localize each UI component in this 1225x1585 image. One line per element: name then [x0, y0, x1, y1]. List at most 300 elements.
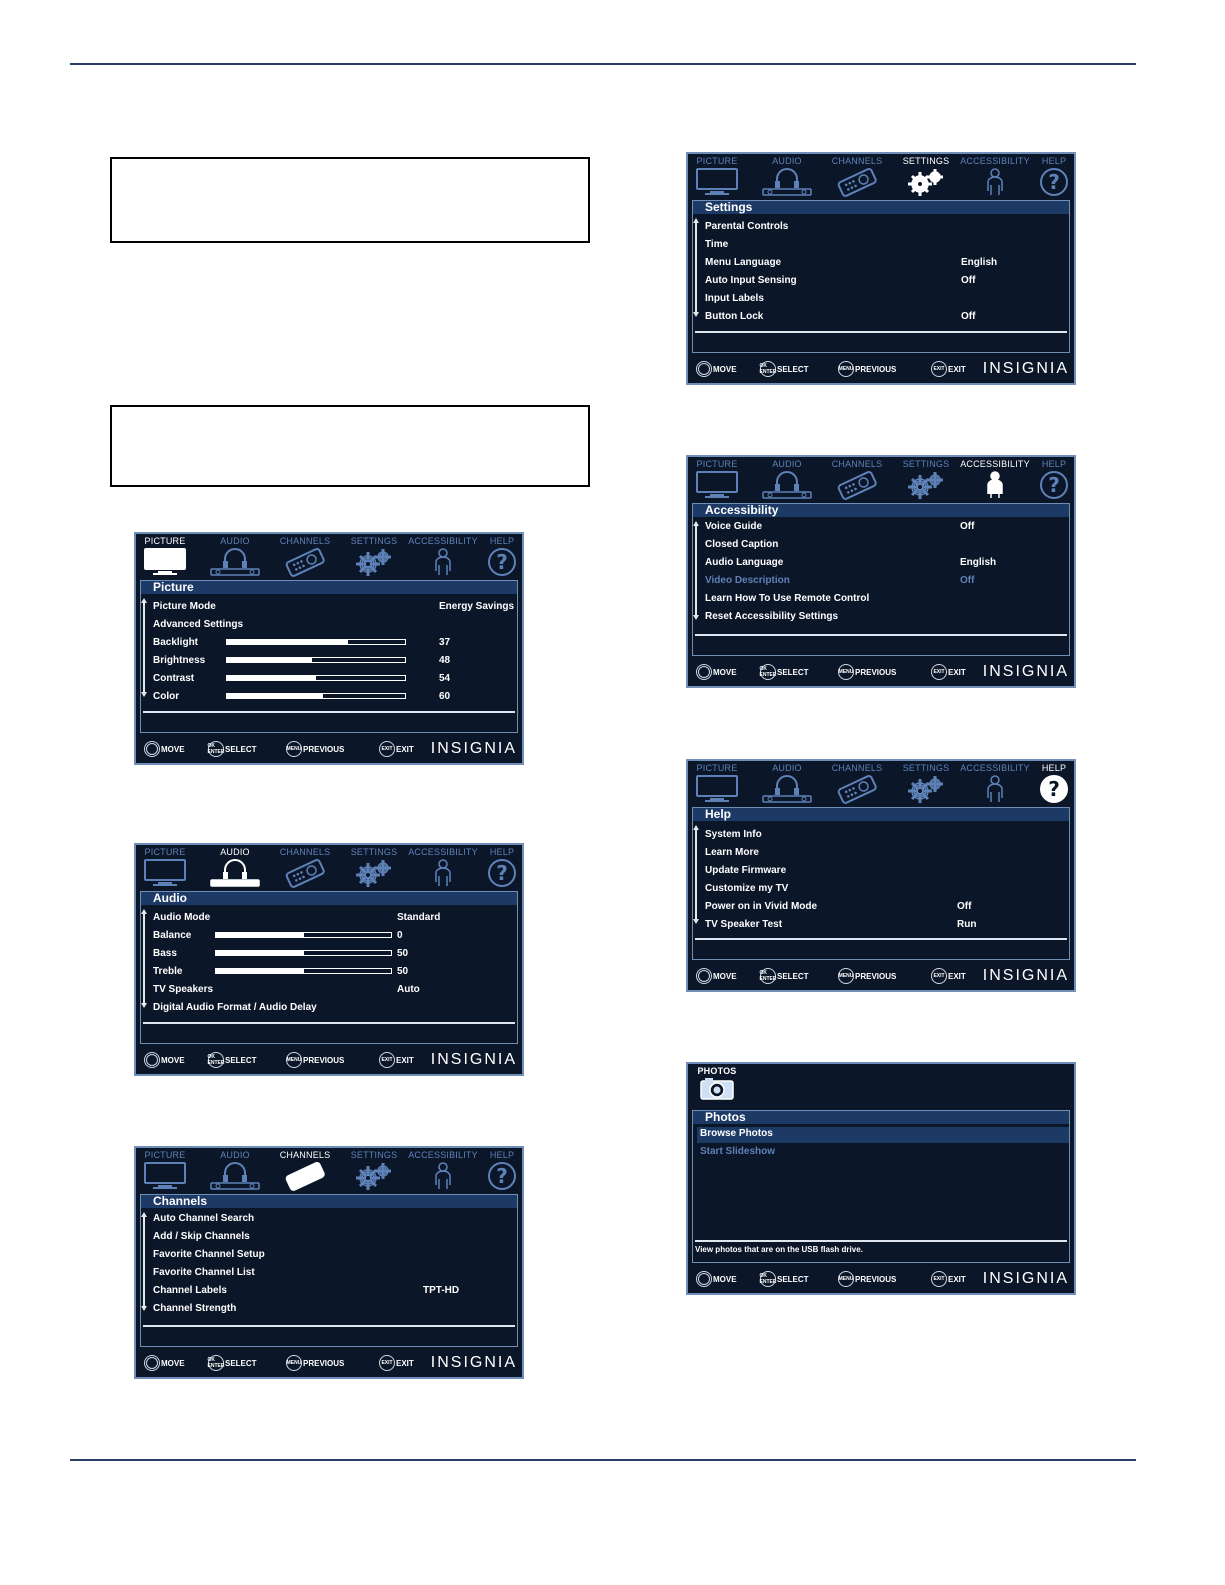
- menu-item-value: Standard: [397, 912, 441, 923]
- tab-label: PICTURE: [144, 1150, 186, 1160]
- menu-tabs: [136, 1148, 522, 1193]
- menu-item-label: Channel Strength: [153, 1303, 237, 1314]
- tab-channels[interactable]: [270, 536, 340, 582]
- menu-item[interactable]: [153, 1247, 511, 1263]
- menu-panel: [140, 1194, 518, 1347]
- tab-help[interactable]: [467, 536, 524, 582]
- menu-item[interactable]: [705, 273, 1063, 289]
- tab-picture[interactable]: [134, 1150, 200, 1196]
- tab-label: PHOTOS: [697, 1066, 737, 1076]
- hint-label: MOVE: [713, 364, 737, 374]
- tab-photos[interactable]: [686, 1066, 752, 1106]
- hint-label: SELECT: [777, 1274, 809, 1284]
- menu-item-label: Digital Audio Format / Audio Delay: [153, 1002, 317, 1013]
- tab-channels[interactable]: [822, 459, 892, 505]
- tab-label: SETTINGS: [902, 156, 950, 166]
- tab-picture[interactable]: [134, 847, 200, 893]
- previous-hint: [838, 1271, 896, 1287]
- hint-label: EXIT: [948, 1274, 966, 1284]
- remote-key-icon: EXIT: [931, 664, 947, 680]
- tab-label: CHANNELS: [831, 763, 883, 773]
- level-bar-fill: [227, 640, 348, 644]
- remote-key-icon: [696, 664, 712, 680]
- menu-item-value: 0: [397, 930, 403, 941]
- tab-label: AUDIO: [772, 156, 802, 166]
- level-bar[interactable]: [215, 932, 392, 938]
- move-hint: [144, 1355, 185, 1371]
- menu-item-value: English: [960, 557, 997, 568]
- panel-title: Audio: [141, 892, 517, 905]
- tv-icon: [686, 470, 752, 505]
- panel-title: Help: [693, 808, 1069, 821]
- menu-item-value: Off: [957, 901, 972, 912]
- divider: [143, 1022, 515, 1024]
- remote-key-icon: OK ENTER: [759, 666, 777, 678]
- menu-tabs: [688, 457, 1074, 502]
- tab-picture[interactable]: [134, 536, 200, 582]
- panel-title: Photos: [693, 1111, 1069, 1124]
- tab-label: ACCESSIBILITY: [960, 763, 1030, 773]
- tv-icon: [686, 167, 752, 202]
- menu-item[interactable]: [705, 237, 1063, 253]
- tab-picture[interactable]: [686, 459, 752, 505]
- gear-icon: [339, 547, 409, 582]
- tab-label: ACCESSIBILITY: [960, 459, 1030, 469]
- menu-tabs: [136, 845, 522, 890]
- svg-text:?: ?: [496, 550, 508, 574]
- menu-item-label: Menu Language: [705, 257, 782, 268]
- hint-label: EXIT: [948, 667, 966, 677]
- tab-label: CHANNELS: [279, 847, 331, 857]
- menu-item[interactable]: [153, 617, 511, 633]
- brand-logo: INSIGNIA: [430, 1051, 517, 1068]
- select-hint: [760, 361, 809, 377]
- panel-title: Accessibility: [693, 504, 1069, 517]
- osd-footer: [688, 962, 1074, 990]
- audio-menu-screen: [134, 843, 524, 1076]
- menu-item[interactable]: [705, 863, 1063, 879]
- menu-item-label: Picture Mode: [153, 601, 216, 612]
- tab-label: CHANNELS: [831, 459, 883, 469]
- tab-picture[interactable]: [686, 156, 752, 202]
- tab-help[interactable]: [467, 1150, 524, 1196]
- gear-icon: [891, 774, 961, 809]
- tab-audio[interactable]: [200, 1150, 270, 1196]
- menu-item-label: Reset Accessibility Settings: [705, 611, 839, 622]
- menu-tabs: [688, 154, 1074, 199]
- tab-label: PICTURE: [144, 536, 186, 546]
- hint-label: EXIT: [396, 1055, 414, 1065]
- menu-item-value: Off: [960, 575, 975, 586]
- tab-label: PICTURE: [144, 847, 186, 857]
- level-bar-fill: [227, 694, 323, 698]
- level-bar[interactable]: [215, 968, 392, 974]
- hint-label: EXIT: [396, 1358, 414, 1368]
- level-bar[interactable]: [226, 693, 406, 699]
- level-bar-fill: [216, 933, 304, 937]
- camera-icon: [686, 1077, 752, 1106]
- hint-label: MOVE: [713, 667, 737, 677]
- menu-panel: [692, 807, 1070, 960]
- remote-key-icon: [696, 1271, 712, 1287]
- panel-title: Settings: [693, 201, 1069, 214]
- menu-tabs: [688, 1064, 1074, 1109]
- exit-hint: [379, 1355, 414, 1371]
- menu-item-label: Brightness: [153, 655, 206, 666]
- tv-icon: [134, 1161, 200, 1196]
- scrollbar[interactable]: [695, 526, 697, 615]
- menu-item[interactable]: [153, 964, 511, 980]
- menu-panel: [692, 503, 1070, 656]
- remote-key-icon: [144, 1355, 160, 1371]
- exit-hint: [931, 361, 966, 377]
- menu-item-value: 54: [439, 673, 451, 684]
- exit-hint: [931, 664, 966, 680]
- menu-item-label: Power on in Vivid Mode: [705, 901, 818, 912]
- headphones-icon: [200, 1161, 270, 1196]
- hint-label: MOVE: [713, 971, 737, 981]
- menu-item[interactable]: [705, 519, 1063, 535]
- previous-hint: [286, 1355, 344, 1371]
- remote-key-icon: MENU: [838, 361, 854, 377]
- tab-channels[interactable]: [822, 763, 892, 809]
- level-bar[interactable]: [226, 675, 406, 681]
- menu-item-value: Off: [960, 521, 975, 532]
- remote-key-icon: OK ENTER: [759, 363, 777, 375]
- menu-item[interactable]: [153, 1301, 511, 1317]
- remote-key-icon: MENU: [286, 741, 302, 757]
- tab-label: SETTINGS: [350, 1150, 398, 1160]
- remote-key-icon: EXIT: [379, 741, 395, 757]
- previous-hint: [838, 664, 896, 680]
- hint-label: SELECT: [225, 744, 257, 754]
- hint-label: EXIT: [948, 971, 966, 981]
- menu-item-label: Learn How To Use Remote Control: [705, 593, 870, 604]
- remote-key-icon: OK ENTER: [759, 1273, 777, 1285]
- menu-item[interactable]: [153, 910, 511, 926]
- help-menu-screen: [686, 759, 1076, 992]
- previous-hint: [286, 741, 344, 757]
- tab-settings[interactable]: [339, 1150, 409, 1196]
- menu-item-value: 60: [439, 691, 451, 702]
- tab-label: PICTURE: [696, 156, 738, 166]
- tab-settings[interactable]: [891, 459, 961, 505]
- remote-key-icon: EXIT: [379, 1355, 395, 1371]
- tab-label: AUDIO: [772, 459, 802, 469]
- remote-key-icon: EXIT: [931, 968, 947, 984]
- tab-label: AUDIO: [220, 1150, 250, 1160]
- menu-item[interactable]: [705, 917, 1063, 933]
- menu-item[interactable]: [697, 1127, 1069, 1143]
- brand-logo: INSIGNIA: [982, 967, 1069, 984]
- menu-item-value: 37: [439, 637, 451, 648]
- tab-picture[interactable]: [686, 763, 752, 809]
- tab-settings[interactable]: [891, 763, 961, 809]
- level-bar[interactable]: [226, 639, 406, 645]
- hint-label: MOVE: [161, 744, 185, 754]
- hint-label: EXIT: [396, 744, 414, 754]
- move-hint: [144, 741, 185, 757]
- menu-item-label: Audio Language: [705, 557, 784, 568]
- scrollbar[interactable]: [695, 223, 697, 312]
- remote-key-icon: OK ENTER: [207, 1357, 225, 1369]
- tab-audio[interactable]: [200, 536, 270, 582]
- menu-item-label: Audio Mode: [153, 912, 211, 923]
- menu-item[interactable]: [705, 255, 1063, 271]
- tab-label: CHANNELS: [279, 1150, 331, 1160]
- accessibility-menu-screen: [686, 455, 1076, 688]
- divider: [695, 331, 1067, 333]
- help-icon: [1019, 774, 1076, 809]
- tab-audio[interactable]: [200, 847, 270, 893]
- tab-settings[interactable]: [339, 536, 409, 582]
- note-box: [110, 157, 590, 243]
- tab-label: HELP: [1041, 763, 1067, 773]
- svg-text:?: ?: [496, 861, 508, 885]
- hint-label: SELECT: [777, 364, 809, 374]
- menu-item[interactable]: [153, 653, 511, 669]
- menu-item-label: Input Labels: [705, 293, 764, 304]
- help-icon: [467, 547, 524, 582]
- menu-item[interactable]: [153, 946, 511, 962]
- exit-hint: [379, 1052, 414, 1068]
- remote-icon: [270, 1161, 340, 1196]
- menu-item[interactable]: [153, 671, 511, 687]
- menu-item-value: Off: [961, 311, 976, 322]
- tab-help[interactable]: [467, 847, 524, 893]
- tab-help[interactable]: [1019, 459, 1076, 505]
- tv-icon: [134, 547, 200, 582]
- tab-audio[interactable]: [752, 459, 822, 505]
- hint-label: MOVE: [161, 1055, 185, 1065]
- menu-item-value: 50: [397, 948, 409, 959]
- level-bar[interactable]: [226, 657, 406, 663]
- menu-item-label: Contrast: [153, 673, 195, 684]
- remote-key-icon: EXIT: [379, 1052, 395, 1068]
- menu-item-value: 50: [397, 966, 409, 977]
- tab-label: SETTINGS: [902, 763, 950, 773]
- level-bar-fill: [227, 676, 316, 680]
- headphones-icon: [200, 858, 270, 893]
- menu-item-label: Add / Skip Channels: [153, 1231, 250, 1242]
- gear-icon: [891, 470, 961, 505]
- menu-item[interactable]: [153, 599, 515, 615]
- menu-item[interactable]: [705, 827, 1063, 843]
- hint-label: EXIT: [948, 364, 966, 374]
- tab-channels[interactable]: [270, 847, 340, 893]
- remote-key-icon: OK ENTER: [207, 743, 225, 755]
- svg-text:?: ?: [1048, 170, 1060, 194]
- menu-item[interactable]: [705, 881, 1063, 897]
- menu-item-value: TPT-HD: [423, 1285, 460, 1296]
- menu-item[interactable]: [705, 291, 1063, 307]
- tab-label: SETTINGS: [350, 536, 398, 546]
- menu-item[interactable]: [705, 573, 1063, 589]
- bottom-rule: [70, 1459, 1136, 1461]
- headphones-icon: [752, 774, 822, 809]
- menu-item[interactable]: [705, 537, 1063, 553]
- select-hint: [760, 664, 809, 680]
- help-icon: [1019, 470, 1076, 505]
- divider: [143, 1325, 515, 1327]
- menu-item-label: TV Speakers: [153, 984, 214, 995]
- select-hint: [208, 1355, 257, 1371]
- level-bar[interactable]: [215, 950, 392, 956]
- divider: [695, 1240, 1067, 1242]
- menu-item-label: Auto Input Sensing: [705, 275, 797, 286]
- menu-item[interactable]: [153, 689, 511, 705]
- remote-key-icon: [696, 361, 712, 377]
- hint-label: MOVE: [713, 1274, 737, 1284]
- help-icon: [1019, 167, 1076, 202]
- tab-help[interactable]: [1019, 156, 1076, 202]
- tab-label: ACCESSIBILITY: [408, 847, 478, 857]
- menu-item[interactable]: [705, 591, 1063, 607]
- tab-label: CHANNELS: [279, 536, 331, 546]
- menu-item-label: Time: [705, 239, 729, 250]
- previous-hint: [838, 968, 896, 984]
- menu-panel: [692, 1110, 1070, 1263]
- photos-menu-screen: [686, 1062, 1076, 1295]
- osd-footer: [136, 1349, 522, 1377]
- svg-text:?: ?: [1048, 777, 1060, 801]
- menu-item-label: Button Lock: [705, 311, 764, 322]
- tab-audio[interactable]: [752, 156, 822, 202]
- menu-item-label: Favorite Channel Setup: [153, 1249, 265, 1260]
- picture-menu-screen: [134, 532, 524, 765]
- hint-label: PREVIOUS: [303, 1055, 345, 1065]
- remote-key-icon: OK ENTER: [759, 970, 777, 982]
- hint-label: SELECT: [225, 1055, 257, 1065]
- move-hint: [696, 1271, 737, 1287]
- settings-menu-screen: [686, 152, 1076, 385]
- hint-label: PREVIOUS: [855, 1274, 897, 1284]
- remote-icon: [270, 858, 340, 893]
- hint-label: PREVIOUS: [303, 744, 345, 754]
- osd-footer: [688, 658, 1074, 686]
- move-hint: [696, 361, 737, 377]
- tab-label: AUDIO: [772, 763, 802, 773]
- tab-settings[interactable]: [339, 847, 409, 893]
- brand-logo: INSIGNIA: [982, 360, 1069, 377]
- menu-item-label: Closed Caption: [705, 539, 779, 550]
- menu-item[interactable]: [153, 1265, 511, 1281]
- tab-label: SETTINGS: [350, 847, 398, 857]
- brand-logo: INSIGNIA: [430, 740, 517, 757]
- help-icon: [467, 858, 524, 893]
- menu-item[interactable]: [153, 1229, 511, 1245]
- menu-item[interactable]: [153, 982, 511, 998]
- scrollbar[interactable]: [143, 1217, 145, 1306]
- tab-label: ACCESSIBILITY: [408, 1150, 478, 1160]
- menu-item[interactable]: [153, 1211, 511, 1227]
- menu-item-label: TV Speaker Test: [705, 919, 783, 930]
- menu-item[interactable]: [705, 845, 1063, 861]
- menu-item-value: English: [961, 257, 998, 268]
- gear-icon: [891, 167, 961, 202]
- tab-label: AUDIO: [220, 847, 250, 857]
- gear-icon: [339, 858, 409, 893]
- scrollbar[interactable]: [695, 830, 697, 919]
- hint-label: PREVIOUS: [855, 667, 897, 677]
- level-bar-fill: [216, 969, 304, 973]
- menu-item[interactable]: [153, 1000, 511, 1016]
- menu-item[interactable]: [153, 928, 511, 944]
- menu-item[interactable]: [705, 899, 1063, 915]
- tab-label: PICTURE: [696, 459, 738, 469]
- menu-item-label: Advanced Settings: [153, 619, 244, 630]
- tab-help[interactable]: [1019, 763, 1076, 809]
- menu-item[interactable]: [705, 555, 1063, 571]
- brand-logo: INSIGNIA: [982, 663, 1069, 680]
- menu-item-label: System Info: [705, 829, 762, 840]
- menu-item-label: Learn More: [705, 847, 759, 858]
- exit-hint: [379, 741, 414, 757]
- tab-label: HELP: [489, 1150, 515, 1160]
- menu-item[interactable]: [705, 609, 1063, 625]
- panel-title: Channels: [141, 1195, 517, 1208]
- tv-icon: [686, 774, 752, 809]
- menu-item-label: Video Description: [705, 575, 790, 586]
- remote-icon: [822, 470, 892, 505]
- hint-label: SELECT: [777, 971, 809, 981]
- tab-label: HELP: [489, 536, 515, 546]
- menu-item[interactable]: [705, 309, 1063, 325]
- menu-item-label: Update Firmware: [705, 865, 787, 876]
- select-hint: [208, 1052, 257, 1068]
- exit-hint: [931, 1271, 966, 1287]
- menu-item[interactable]: [153, 1283, 511, 1299]
- remote-key-icon: MENU: [838, 664, 854, 680]
- osd-footer: [136, 735, 522, 763]
- select-hint: [760, 968, 809, 984]
- scrollbar[interactable]: [143, 914, 145, 1003]
- tab-audio[interactable]: [752, 763, 822, 809]
- menu-item[interactable]: [705, 219, 1063, 235]
- top-rule: [70, 63, 1136, 65]
- select-hint: [208, 741, 257, 757]
- tab-settings[interactable]: [891, 156, 961, 202]
- menu-tabs: [136, 534, 522, 579]
- channels-menu-screen: [134, 1146, 524, 1379]
- menu-item[interactable]: [153, 635, 511, 651]
- move-hint: [144, 1052, 185, 1068]
- hint-label: PREVIOUS: [855, 364, 897, 374]
- previous-hint: [838, 361, 896, 377]
- menu-item[interactable]: [697, 1145, 1069, 1161]
- remote-key-icon: MENU: [286, 1052, 302, 1068]
- menu-item-value: Energy Savings: [439, 601, 515, 612]
- svg-text:?: ?: [1048, 473, 1060, 497]
- brand-logo: INSIGNIA: [982, 1270, 1069, 1287]
- menu-item-label: Bass: [153, 948, 177, 959]
- menu-panel: [692, 200, 1070, 353]
- level-bar-fill: [227, 658, 312, 662]
- menu-item-label: Customize my TV: [705, 883, 789, 894]
- scrollbar[interactable]: [143, 603, 145, 692]
- remote-key-icon: MENU: [838, 968, 854, 984]
- tab-channels[interactable]: [270, 1150, 340, 1196]
- remote-key-icon: OK ENTER: [207, 1054, 225, 1066]
- divider: [695, 634, 1067, 636]
- tab-label: ACCESSIBILITY: [408, 536, 478, 546]
- remote-icon: [822, 774, 892, 809]
- tab-channels[interactable]: [822, 156, 892, 202]
- menu-item-label: Backlight: [153, 637, 199, 648]
- menu-item-value: Run: [957, 919, 977, 930]
- tab-label: SETTINGS: [902, 459, 950, 469]
- remote-key-icon: [144, 1052, 160, 1068]
